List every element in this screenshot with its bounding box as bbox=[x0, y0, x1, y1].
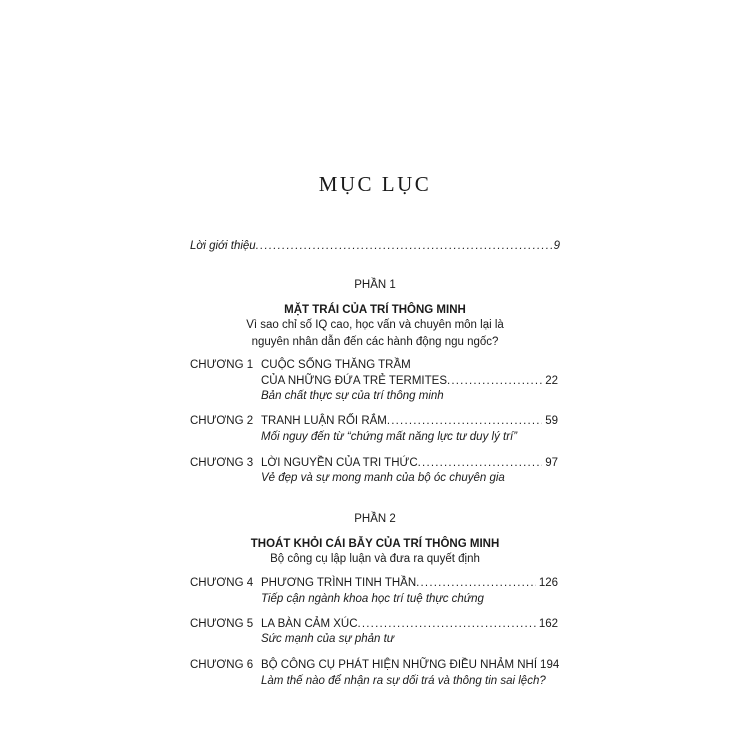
chapter-subtitle: Vẻ đẹp và sự mong manh của bộ óc chuyên gia bbox=[261, 472, 505, 484]
entry-title: Lời giới thiệu bbox=[190, 240, 256, 252]
chapter-label: CHƯƠNG 6 bbox=[190, 659, 254, 671]
part-subtitle: nguyên nhân dẫn đến các hành động ngu ngốc? bbox=[251, 336, 499, 348]
chapter-page: 59 bbox=[545, 415, 558, 427]
chapter-label: CHƯƠNG 4 bbox=[190, 577, 254, 589]
part-title: MẶT TRÁI CỦA TRÍ THÔNG MINH bbox=[284, 304, 466, 316]
toc-entry-chapter-4 bbox=[261, 577, 558, 589]
chapter-page: 194 bbox=[540, 659, 560, 671]
chapter-subtitle: Mối nguy đến từ “chứng mất năng lực tư duy lý trí” bbox=[261, 431, 518, 443]
part-title: THOÁT KHỎI CÁI BẪY CỦA TRÍ THÔNG MINH bbox=[250, 538, 500, 550]
chapter-page: 162 bbox=[538, 618, 558, 630]
chapter-label: CHƯƠNG 5 bbox=[190, 618, 254, 630]
dot-leader bbox=[256, 238, 554, 254]
chapter-title: BỘ CÔNG CỤ PHÁT HIỆN NHỮNG ĐIỀU NHẢM NHÍ bbox=[261, 659, 538, 671]
chapter-label: CHƯƠNG 3 bbox=[190, 457, 254, 469]
chapter-page: 126 bbox=[538, 577, 558, 589]
page-title: MỤC LỤC bbox=[318, 172, 432, 196]
chapter-subtitle: Sức mạnh của sự phản tư bbox=[261, 633, 395, 645]
toc-entry-chapter-1 bbox=[261, 375, 558, 387]
toc-entry-chapter-5 bbox=[261, 618, 558, 630]
toc-entry-chapter-2 bbox=[261, 415, 558, 427]
chapter-title: LỜI NGUYỀN CỦA TRI THỨC bbox=[261, 457, 418, 469]
chapter-title: CỦA NHỮNG ĐỨA TRẺ TERMITES bbox=[261, 375, 447, 387]
toc-entry-chapter-3 bbox=[261, 457, 558, 469]
chapter-subtitle: Bản chất thực sự của trí thông minh bbox=[261, 390, 444, 402]
chapter-page: 22 bbox=[545, 375, 558, 387]
chapter-title: CUỘC SỐNG THĂNG TRẦM bbox=[261, 359, 411, 371]
chapter-title: PHƯƠNG TRÌNH TINH THẦN bbox=[261, 577, 417, 589]
chapter-title: TRANH LUẬN RỐI RẮM bbox=[261, 415, 387, 427]
dot-leader bbox=[387, 415, 542, 427]
chapter-title: LA BÀN CẢM XÚC bbox=[261, 618, 358, 630]
dot-leader bbox=[447, 375, 542, 387]
toc-entry-chapter-6 bbox=[261, 659, 558, 671]
part-label: PHẦN 2 bbox=[354, 513, 396, 525]
chapter-label: CHƯƠNG 1 bbox=[190, 359, 254, 371]
chapter-label: CHƯƠNG 2 bbox=[190, 415, 254, 427]
part-subtitle: Vì sao chỉ số IQ cao, học vấn và chuyên môn lại là bbox=[246, 319, 504, 331]
dot-leader bbox=[358, 618, 536, 630]
toc-entry-intro bbox=[190, 238, 560, 254]
chapter-page: 97 bbox=[545, 457, 558, 469]
chapter-subtitle: Tiếp cận ngành khoa học trí tuệ thực chứng bbox=[261, 593, 484, 605]
dot-leader bbox=[416, 577, 536, 589]
entry-page: 9 bbox=[553, 240, 560, 252]
chapter-subtitle: Làm thế nào để nhận ra sự dối trá và thông tin sai lệch? bbox=[261, 675, 546, 687]
part-label: PHẦN 1 bbox=[354, 279, 396, 291]
dot-leader bbox=[418, 457, 543, 469]
part-subtitle: Bộ công cụ lập luận và đưa ra quyết định bbox=[270, 553, 480, 565]
